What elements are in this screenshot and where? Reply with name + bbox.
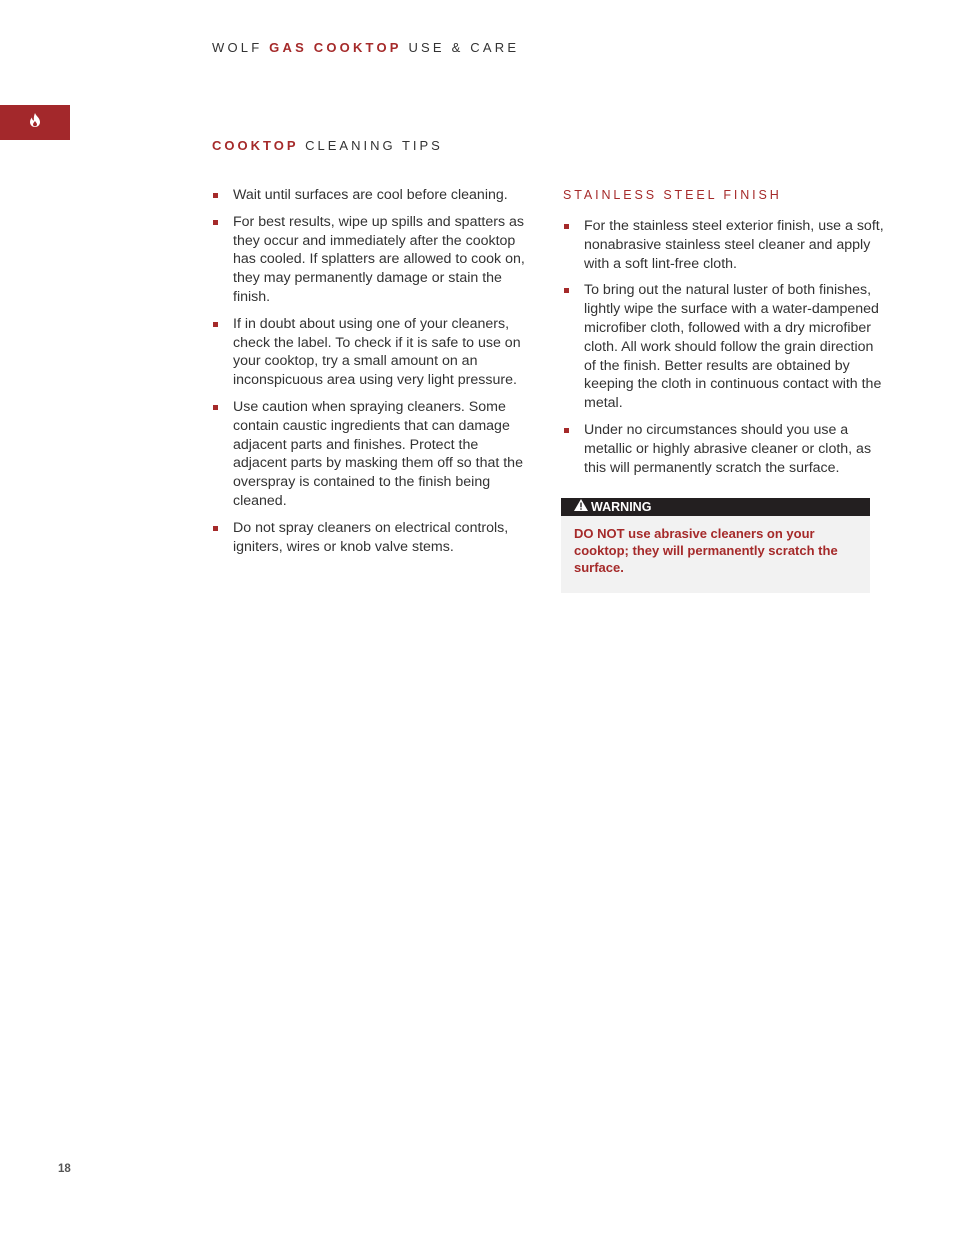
cleaning-tips-list: [212, 186, 534, 556]
list-item: If in doubt about using one of your cleaners, check the label. To check if it is safe to use on your cooktop, try a small amount on an inconspicuous area using very light pressure.: [212, 315, 534, 390]
warning-label: WARNING: [591, 500, 652, 514]
warning-triangle-icon: [574, 498, 588, 516]
header-brand: WOLF: [212, 40, 263, 55]
bullet-square-icon: [213, 405, 218, 410]
list-item: For the stainless steel exterior finish, use a soft, nonabrasive stainless steel cleaner and apply with a soft lint-free cloth.: [563, 217, 885, 273]
header-product: GAS COOKTOP: [269, 40, 402, 55]
list-item: Use caution when spraying cleaners. Some contain caustic ingredients that can damage adjacent parts and finishes. Protect the adjacent parts by masking them off so that the overspray is contained to the finish being cleaned.: [212, 398, 534, 511]
bullet-square-icon: [564, 224, 569, 229]
page-number: 18: [58, 1163, 71, 1175]
list-item: Under no circumstances should you use a metallic or highly abrasive cleaner or cloth, as this will permanently scratch the surface.: [563, 421, 885, 477]
section-title-rest: CLEANING TIPS: [305, 138, 443, 153]
bullet-square-icon: [213, 220, 218, 225]
stainless-steel-title: STAINLESS STEEL FINISH: [563, 188, 782, 202]
bullet-square-icon: [213, 322, 218, 327]
flame-icon: [29, 113, 41, 132]
header-doc: USE & CARE: [408, 40, 520, 55]
list-item: Wait until surfaces are cool before cleaning.: [212, 186, 534, 205]
section-title-accent: COOKTOP: [212, 138, 299, 153]
right-column: [563, 186, 885, 485]
warning-header: [561, 498, 870, 516]
section-title: [212, 138, 443, 153]
bullet-square-icon: [564, 288, 569, 293]
warning-text: DO NOT use abrasive cleaners on your cooktop; they will permanently scratch the surface.: [574, 526, 838, 575]
warning-box: [561, 498, 870, 593]
section-tab: [0, 105, 70, 140]
bullet-square-icon: [213, 193, 218, 198]
page-header: [212, 40, 519, 55]
list-item: For best results, wipe up spills and spatters as they occur and immediately after the cooktop has cooled. If splatters are allowed to cook on, they may permanently damage or stain the finish.: [212, 213, 534, 307]
bullet-square-icon: [213, 526, 218, 531]
left-column: [212, 186, 534, 564]
list-item: Do not spray cleaners on electrical controls, igniters, wires or knob valve stems.: [212, 519, 534, 557]
list-item: To bring out the natural luster of both finishes, lightly wipe the surface with a water-dampened microfiber cloth, followed with a dry microfiber cloth. All work should follow the grain direction of the finish. Better results are obtained by keeping the cloth in continuous contact with the metal.: [563, 281, 885, 413]
bullet-square-icon: [564, 428, 569, 433]
stainless-tips-list: [563, 217, 885, 477]
